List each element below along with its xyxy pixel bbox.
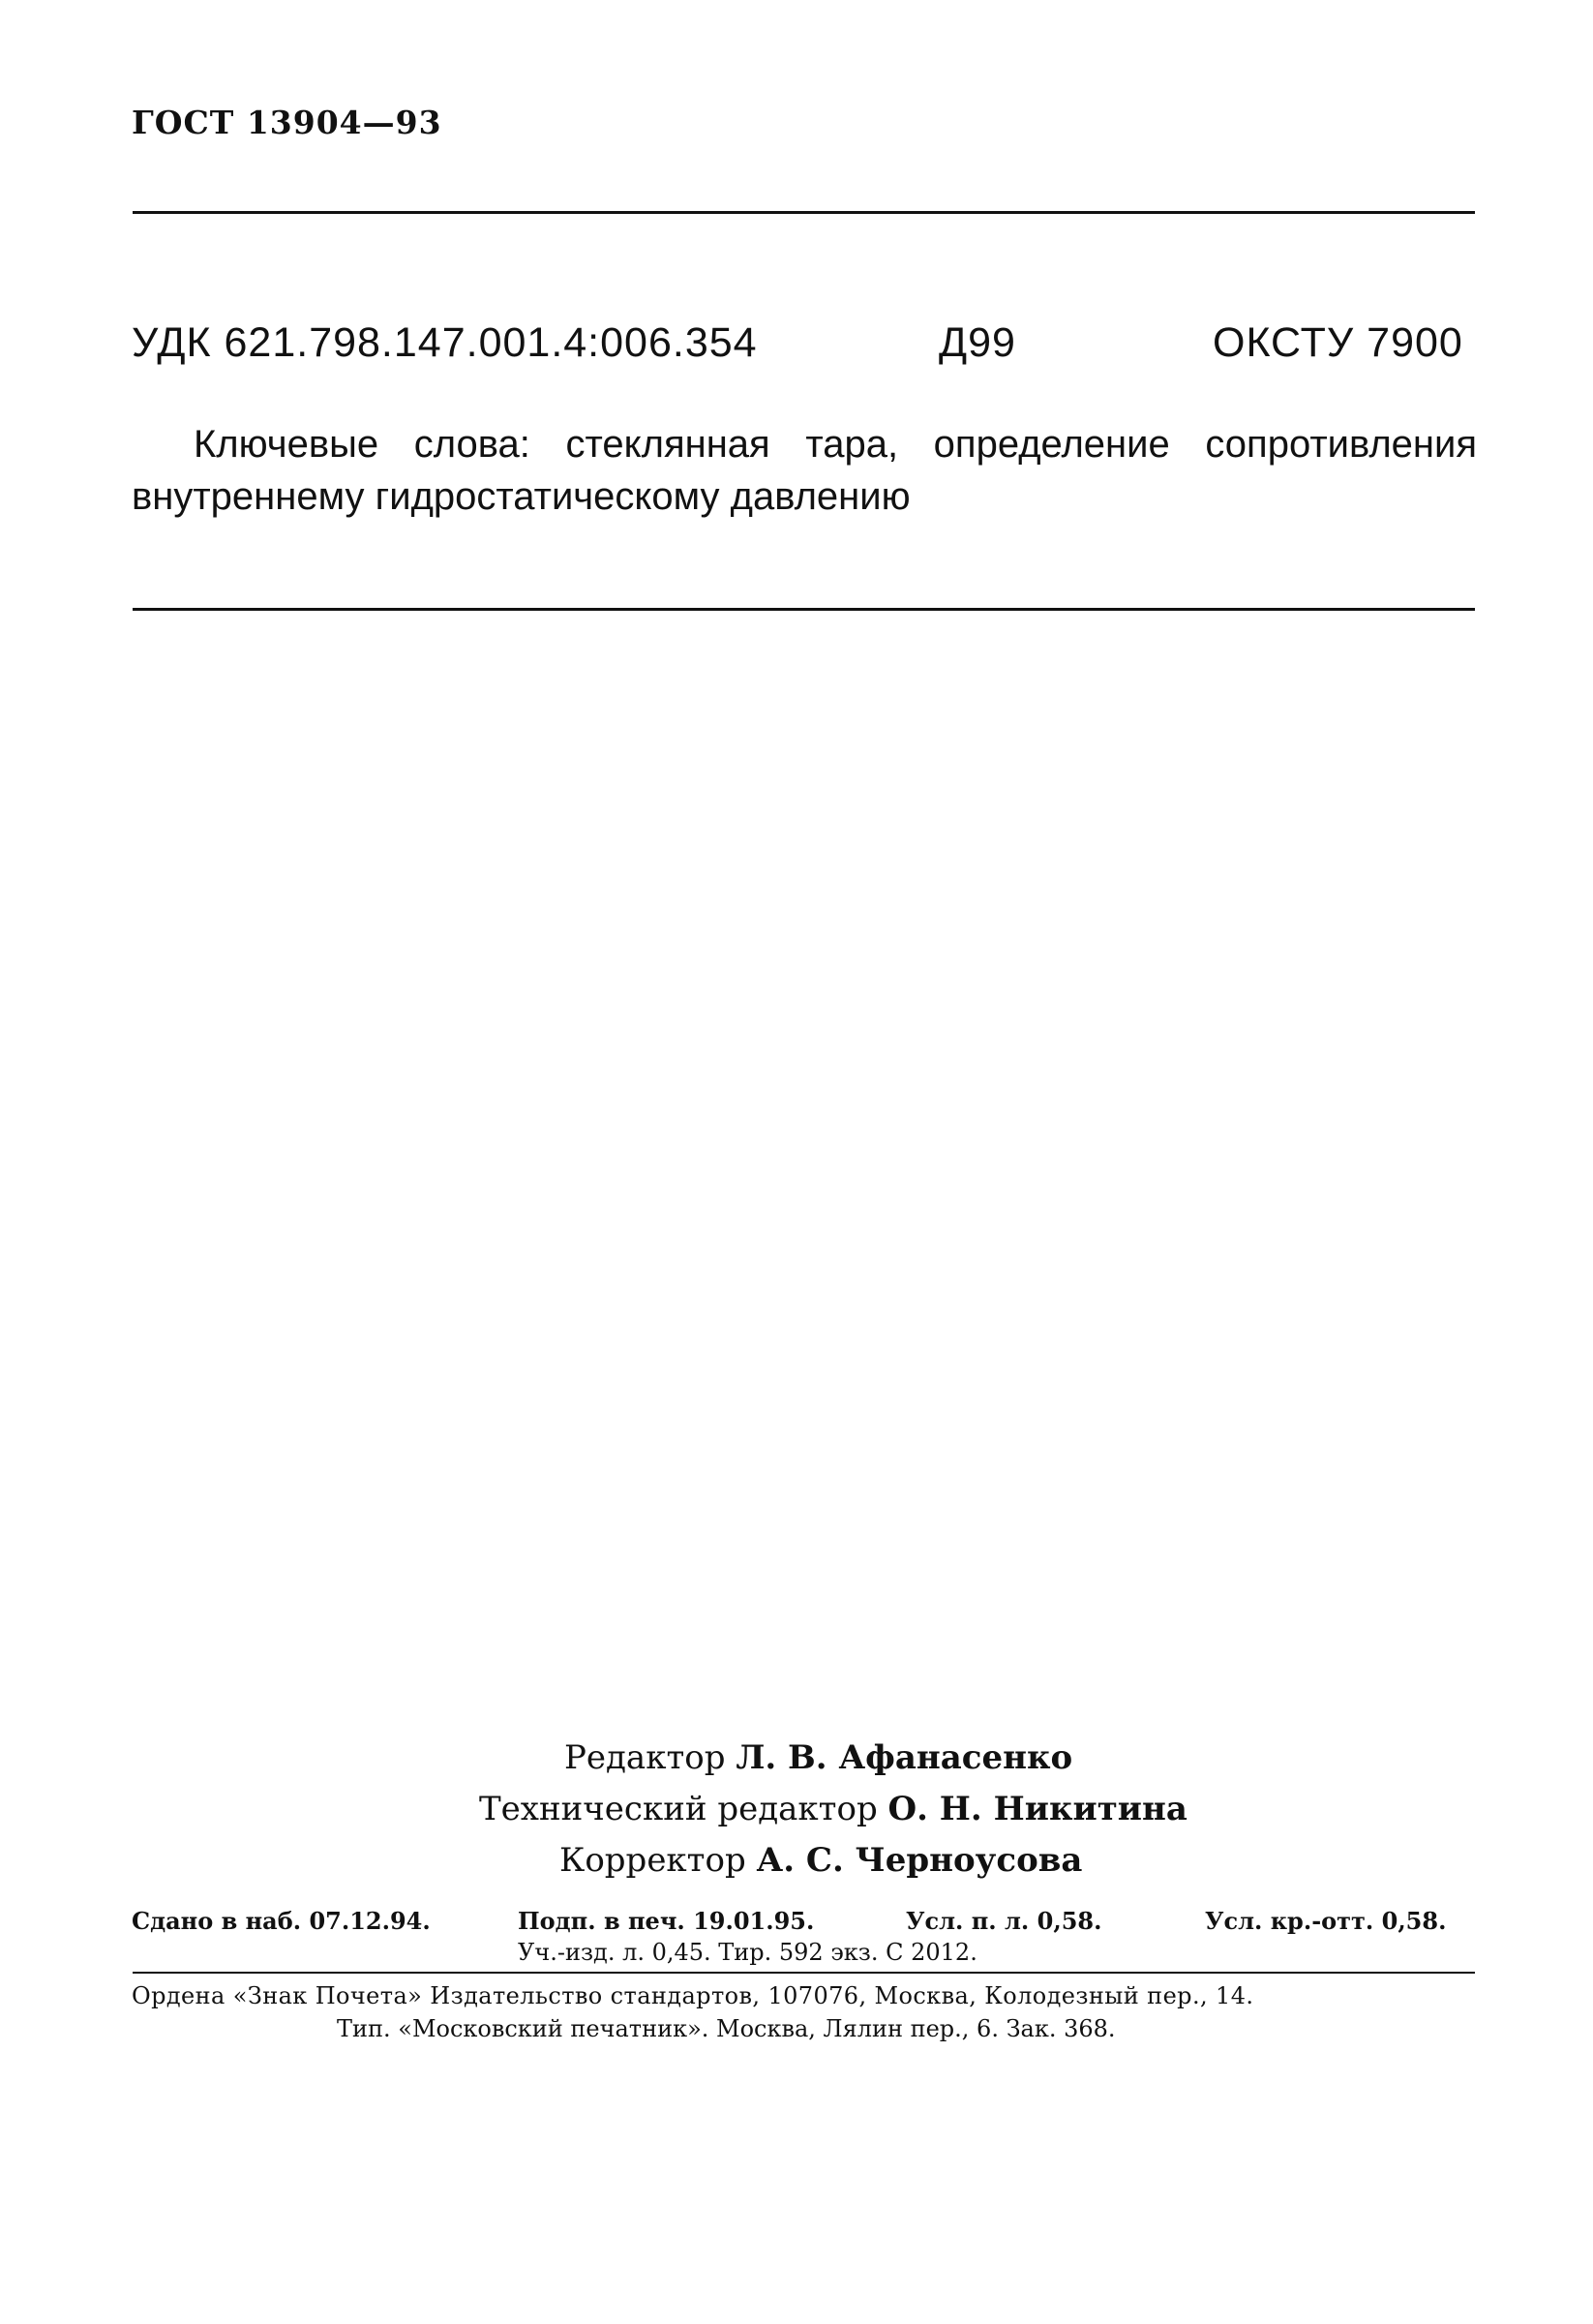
- credit-role: Редактор: [564, 1738, 726, 1777]
- imprint-color-prints: Усл. кр.-отт. 0,58.: [1205, 1907, 1447, 1935]
- keywords-block: [132, 418, 1477, 523]
- keywords-line-1: Ключевые слова: стеклянная тара, определение сопротивления: [194, 423, 1477, 466]
- credit-role: Корректор: [559, 1841, 746, 1880]
- keywords-divider: [133, 608, 1475, 611]
- imprint-print-sheets: Усл. п. л. 0,58.: [906, 1907, 1102, 1935]
- imprint-publisher: Ордена «Знак Почета» Издательство стандартов, 107076, Москва, Колодезный пер., 14.: [132, 1982, 1254, 2009]
- credit-tech-editor: [479, 1784, 1187, 1835]
- okstu-code: ОКСТУ 7900: [1213, 319, 1463, 366]
- imprint-line-2: Уч.-изд. л. 0,45. Тир. 592 экз. С 2012.: [518, 1939, 977, 1966]
- udk-code: УДК 621.798.147.001.4:006.354: [132, 319, 758, 366]
- credit-person: А. С. Черноусова: [756, 1841, 1083, 1880]
- imprint-divider: [133, 1972, 1475, 1974]
- imprint-printer: Тип. «Московский печатник». Москва, Лялин пер., 6. Зак. 368.: [337, 2015, 1116, 2042]
- credit-role: Технический редактор: [479, 1790, 878, 1828]
- credit-person: Л. В. Афанасенко: [736, 1738, 1073, 1777]
- credit-person: О. Н. Никитина: [887, 1790, 1187, 1828]
- imprint-submitted: Сдано в наб. 07.12.94.: [132, 1907, 431, 1935]
- credit-proofreader: [559, 1835, 1082, 1886]
- group-code: Д99: [939, 319, 1016, 366]
- document-header: ГОСТ 13904—93: [132, 104, 442, 141]
- credit-editor: [564, 1733, 1072, 1784]
- imprint-signed: Подп. в печ. 19.01.95.: [518, 1907, 815, 1935]
- top-divider: [133, 211, 1475, 214]
- keywords-line-2: внутреннему гидростатическому давлению: [132, 475, 911, 518]
